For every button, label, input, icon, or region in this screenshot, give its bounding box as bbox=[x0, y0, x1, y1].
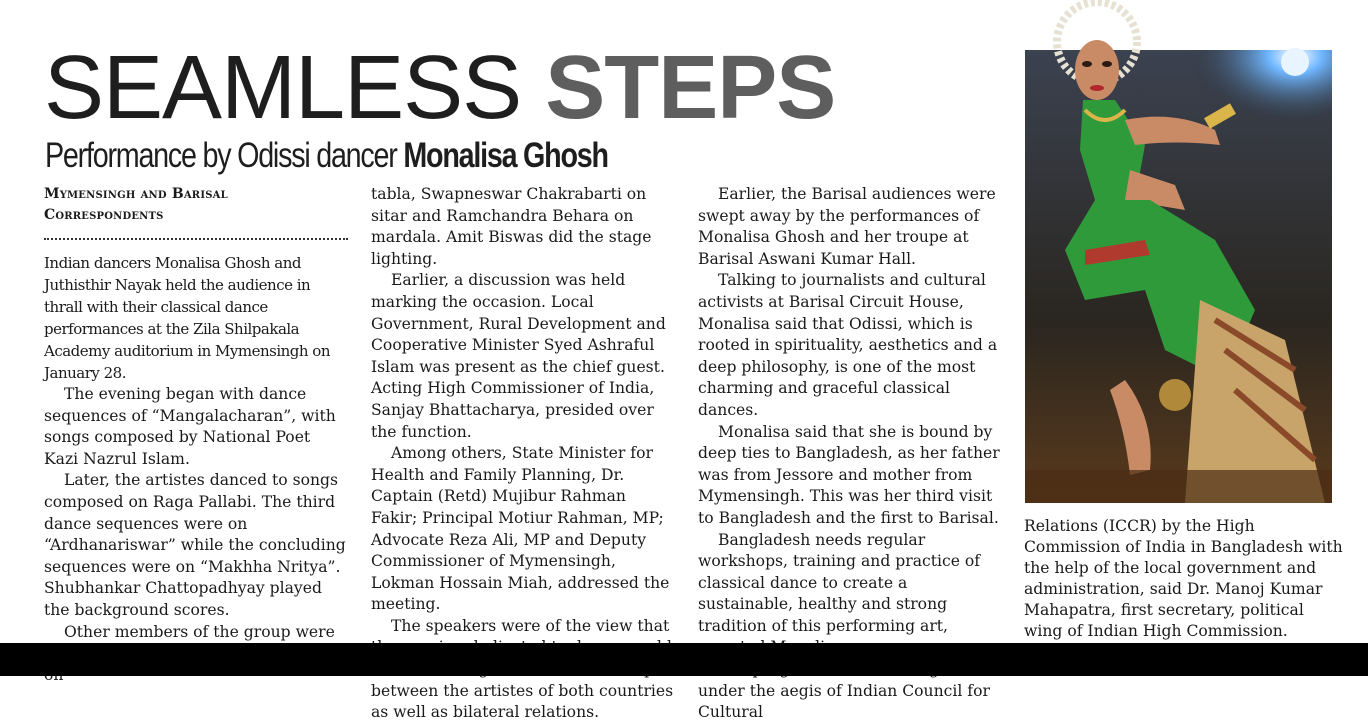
article-column-1 bbox=[44, 184, 348, 686]
bottom-bar bbox=[0, 643, 1368, 676]
subhead-lead: Performance by Odissi dancer bbox=[45, 136, 397, 175]
headline-light: SEAMLESS bbox=[44, 38, 522, 138]
subhead-name: Monalisa Ghosh bbox=[403, 136, 608, 175]
paragraph: Indian dancers Monalisa Ghosh and Juthisthir Nayak held the audience in thrall with their classical dance performances at the Zila Shilpakala Academy auditorium in Mymensingh on January 28. bbox=[44, 254, 331, 382]
dancer-photo bbox=[1025, 50, 1332, 503]
paragraph: tabla, Swapneswar Chakrabarti on sitar and Ramchandra Behara on mardala. Amit Biswas did the stage lighting. bbox=[371, 185, 652, 268]
paragraph: Earlier, the Barisal audiences were swept away by the performances of Monalisa Ghosh and her troupe at Barisal Aswani Kumar Hall. bbox=[698, 185, 996, 268]
paragraph: Later, the artistes danced to songs composed on Raga Pallabi. The third dance sequences were on “Ardhanariswar” while the concluding sequences were on “Makhha Nritya”. Shubhankar Chattopadhyay played the background scores. bbox=[44, 471, 346, 619]
paragraph: The evening began with dance sequences of “Mangalacharan”, with songs composed by National Poet Kazi Nazrul Islam. bbox=[44, 385, 336, 468]
paragraph: Bangladesh needs regular workshops, training and practice of classical dance to create a sustainable, healthy and strong tradition of this performing art, bbox=[698, 530, 981, 635]
paragraph: under the aegis of Indian Council for Cultural bbox=[698, 681, 990, 722]
headline bbox=[44, 38, 835, 138]
paragraph: Monalisa said that she is bound by deep ties to Bangladesh, as her father was from Jessore and mother from Mymensingh. This was her third visit to Bangladesh and the first to Barisal. bbox=[698, 422, 1000, 527]
byline bbox=[44, 184, 348, 226]
paragraph: Talking to journalists and cultural activists at Barisal Circuit House, Monalisa said that Odissi, which is rooted in spirituality, aesthetics and a deep philosophy, is one of the most charming and graceful classical dances. bbox=[698, 271, 998, 419]
paragraph: Among others, State Minister for Health and Family Planning, Dr. Captain (Retd) Mujibur Rahman Fakir; Principal Motiur Rahman, MP; Advocate Reza Ali, MP and Deputy Commissioner of Mymensingh, Lokman Hossain Miah, addressed the meeting. bbox=[371, 444, 670, 614]
dotted-divider bbox=[44, 228, 348, 240]
byline-line-1: Mymensingh and Barisal bbox=[44, 186, 228, 202]
photo-caption: Relations (ICCR) by the High Commission of India in Bangladesh with the help of the local government and administration, said Dr. Manoj Kumar Mahapatra, first secretary, political wing of Indian High Commission. bbox=[1024, 517, 1343, 640]
headline-bold: STEPS bbox=[545, 38, 836, 138]
paragraph: The speakers were of the view that between the artistes of both countries as well as bilateral relations. bbox=[371, 616, 674, 722]
paragraph: Other members of the group were bbox=[64, 622, 335, 641]
paragraph: Earlier, a discussion was held marking the occasion. Local Government, Rural Development and Cooperative Minister Syed Ashraful Islam was present as the chief guest. Acting High Commissioner of India, Sanjay Bhattacharya, presided over the function. bbox=[371, 271, 666, 441]
stage-light bbox=[1281, 48, 1309, 76]
byline-line-2: Correspondents bbox=[44, 207, 164, 223]
subheadline bbox=[45, 134, 608, 178]
